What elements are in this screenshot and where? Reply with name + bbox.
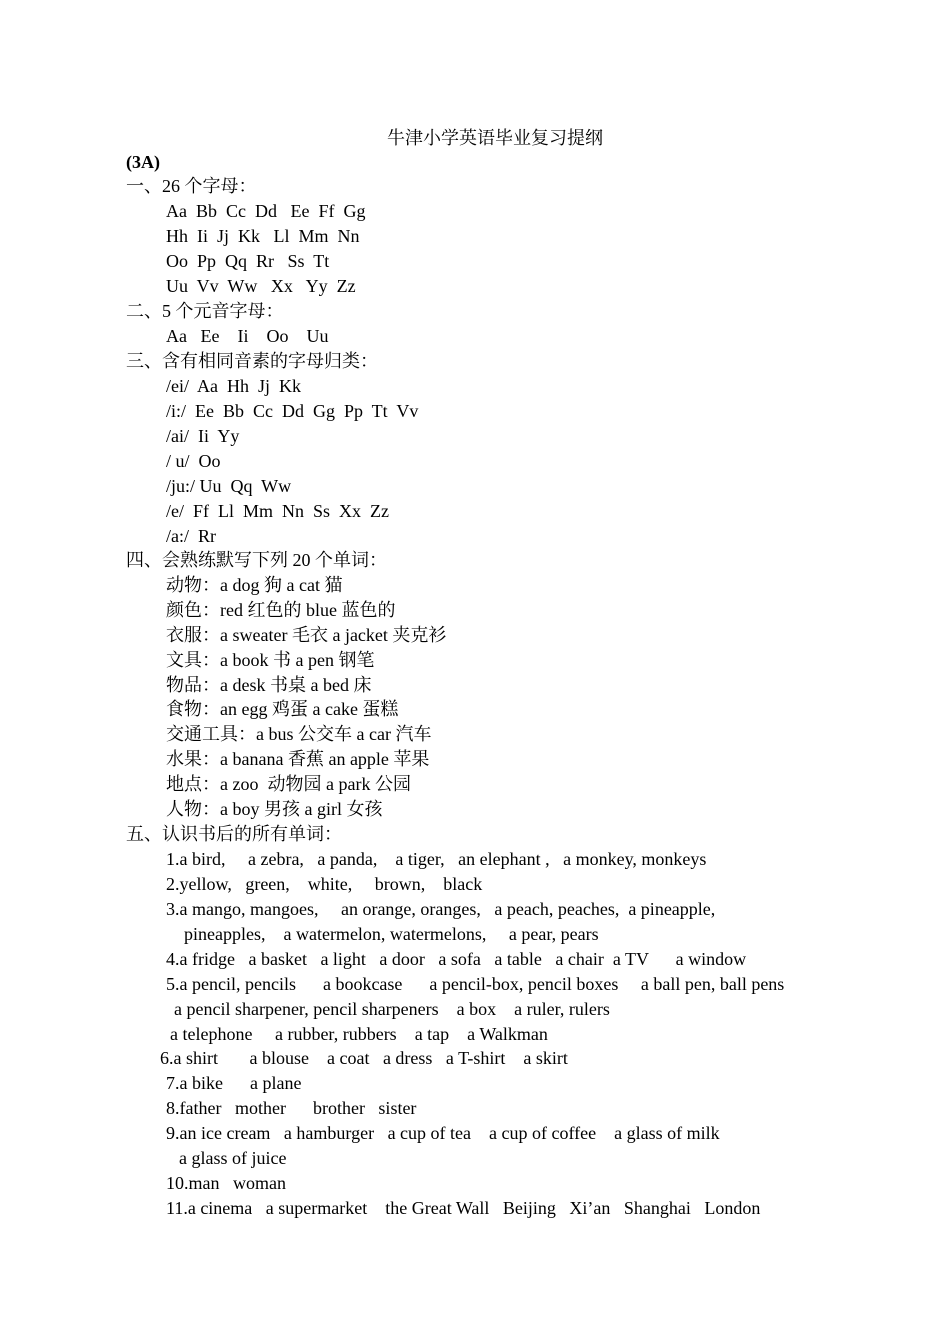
vocab-list-item: 10.man woman (166, 1173, 286, 1193)
phoneme-row: /i:/ Ee Bb Cc Dd Gg Pp Tt Vv (166, 401, 419, 421)
phoneme-row: / u/ Oo (166, 451, 221, 471)
alphabet-row: Uu Vv Ww Xx Yy Zz (166, 276, 356, 296)
vocab-list-item: 4.a fridge a basket a light a door a sofa a table a chair a TV a window (166, 949, 747, 969)
word-category-row: 地点：a zoo 动物园 a park 公园 (166, 774, 411, 794)
word-category-row: 动物：a dog 狗 a cat 猫 (166, 575, 343, 595)
document-title: 牛津小学英语毕业复习提纲 (387, 128, 603, 148)
vocab-list-item-continued: a telephone a rubber, rubbers a tap a Walkman (170, 1024, 548, 1044)
heading-20-words: 四、会熟练默写下列 20 个单词： (126, 550, 387, 570)
word-category-row: 人物：a boy 男孩 a girl 女孩 (166, 799, 383, 819)
vocab-list-item: 8.father mother brother sister (166, 1098, 417, 1118)
vocab-list-item: 5.a pencil, pencils a bookcase a pencil-box, pencil boxes a ball pen, ball pens (166, 974, 785, 994)
phoneme-row: /e/ Ff Ll Mm Nn Ss Xx Zz (166, 501, 389, 521)
vocab-list-item-continued: pineapples, a watermelon, watermelons, a pear, pears (184, 924, 599, 944)
vocab-list-item: 6.a shirt a blouse a coat a dress a T-shirt a skirt (160, 1048, 568, 1068)
word-category-row: 文具：a book 书 a pen 钢笔 (166, 650, 375, 670)
phoneme-row: /a:/ Rr (166, 526, 216, 546)
alphabet-row: Oo Pp Qq Rr Ss Tt (166, 251, 330, 271)
heading-vowels: 二、5 个元音字母： (126, 301, 284, 321)
alphabet-row: Hh Ii Jj Kk Ll Mm Nn (166, 226, 360, 246)
vocab-list-item-continued: a glass of juice (179, 1148, 287, 1168)
word-category-row: 衣服：a sweater 毛衣 a jacket 夹克衫 (166, 625, 447, 645)
alphabet-row: Aa Bb Cc Dd Ee Ff Gg (166, 201, 366, 221)
vocab-list-item: 11.a cinema a supermarket the Great Wall Beijing Xi’an Shanghai London (166, 1198, 761, 1218)
word-category-row: 水果：a banana 香蕉 an apple 苹果 (166, 749, 430, 769)
heading-phoneme-groups: 三、含有相同音素的字母归类： (126, 351, 378, 371)
heading-all-words: 五、认识书后的所有单词： (126, 824, 342, 844)
vocab-list-item: 2.yellow, green, white, brown, black (166, 874, 483, 894)
vocab-list-item: 3.a mango, mangoes, an orange, oranges, a peach, peaches, a pineapple, (166, 899, 716, 919)
word-category-row: 物品：a desk 书桌 a bed 床 (166, 675, 372, 695)
phoneme-row: /ei/ Aa Hh Jj Kk (166, 376, 301, 396)
section-tag-3a: (3A) (126, 152, 160, 172)
vocab-list-item: 7.a bike a plane (166, 1073, 302, 1093)
heading-alphabet: 一、26 个字母： (126, 176, 257, 196)
phoneme-row: /ju:/ Uu Qq Ww (166, 476, 292, 496)
vowel-row: Aa Ee Ii Oo Uu (166, 326, 329, 346)
vocab-list-item-continued: a pencil sharpener, pencil sharpeners a box a ruler, rulers (174, 999, 610, 1019)
word-category-row: 食物：an egg 鸡蛋 a cake 蛋糕 (166, 699, 399, 719)
word-category-row: 颜色：red 红色的 blue 蓝色的 (166, 600, 396, 620)
word-category-row: 交通工具：a bus 公交车 a car 汽车 (166, 724, 432, 744)
vocab-list-item: 9.an ice cream a hamburger a cup of tea a cup of coffee a glass of milk (166, 1123, 720, 1143)
vocab-list-item: 1.a bird, a zebra, a panda, a tiger, an elephant , a monkey, monkeys (166, 849, 707, 869)
phoneme-row: /ai/ Ii Yy (166, 426, 240, 446)
